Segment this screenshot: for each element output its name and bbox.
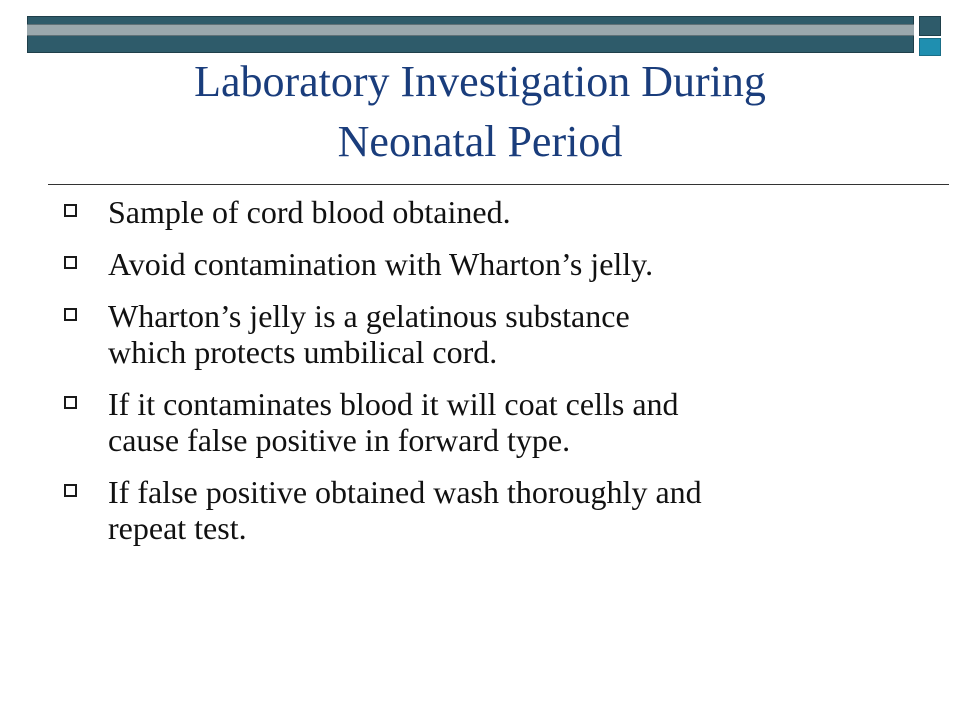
bullet-text-line-2: repeat test. <box>108 510 247 546</box>
bullet-text-line-1: If false positive obtained wash thoroughly and <box>108 474 702 510</box>
bullet-text-line-2: cause false positive in forward type. <box>108 422 571 458</box>
title-divider <box>48 184 949 185</box>
bullet-text-line-1: Sample of cord blood obtained. <box>108 194 511 230</box>
header-bar-stripe <box>27 24 914 36</box>
slide-title <box>60 52 900 172</box>
bullet-item <box>60 246 920 282</box>
bullet-text-line-1: Wharton’s jelly is a gelatinous substance <box>108 298 630 334</box>
header-square-dark <box>919 16 941 36</box>
header-square-accent <box>919 38 941 56</box>
bullet-text-line-1: Avoid contamination with Wharton’s jelly. <box>108 246 654 282</box>
hollow-square-bullet-icon <box>64 396 77 409</box>
hollow-square-bullet-icon <box>64 256 77 269</box>
slide-title-line-1: Laboratory Investigation During <box>194 57 766 106</box>
bullet-text-line-1: If it contaminates blood it will coat cells and <box>108 386 679 422</box>
bullet-item <box>60 474 920 546</box>
hollow-square-bullet-icon <box>64 308 77 321</box>
bullet-item <box>60 194 920 230</box>
bullet-list <box>60 194 920 562</box>
bullet-item <box>60 298 920 370</box>
hollow-square-bullet-icon <box>64 204 77 217</box>
slide-title-line-2: Neonatal Period <box>337 117 623 166</box>
bullet-item <box>60 386 920 458</box>
hollow-square-bullet-icon <box>64 484 77 497</box>
bullet-text-line-2: which protects umbilical cord. <box>108 334 498 370</box>
